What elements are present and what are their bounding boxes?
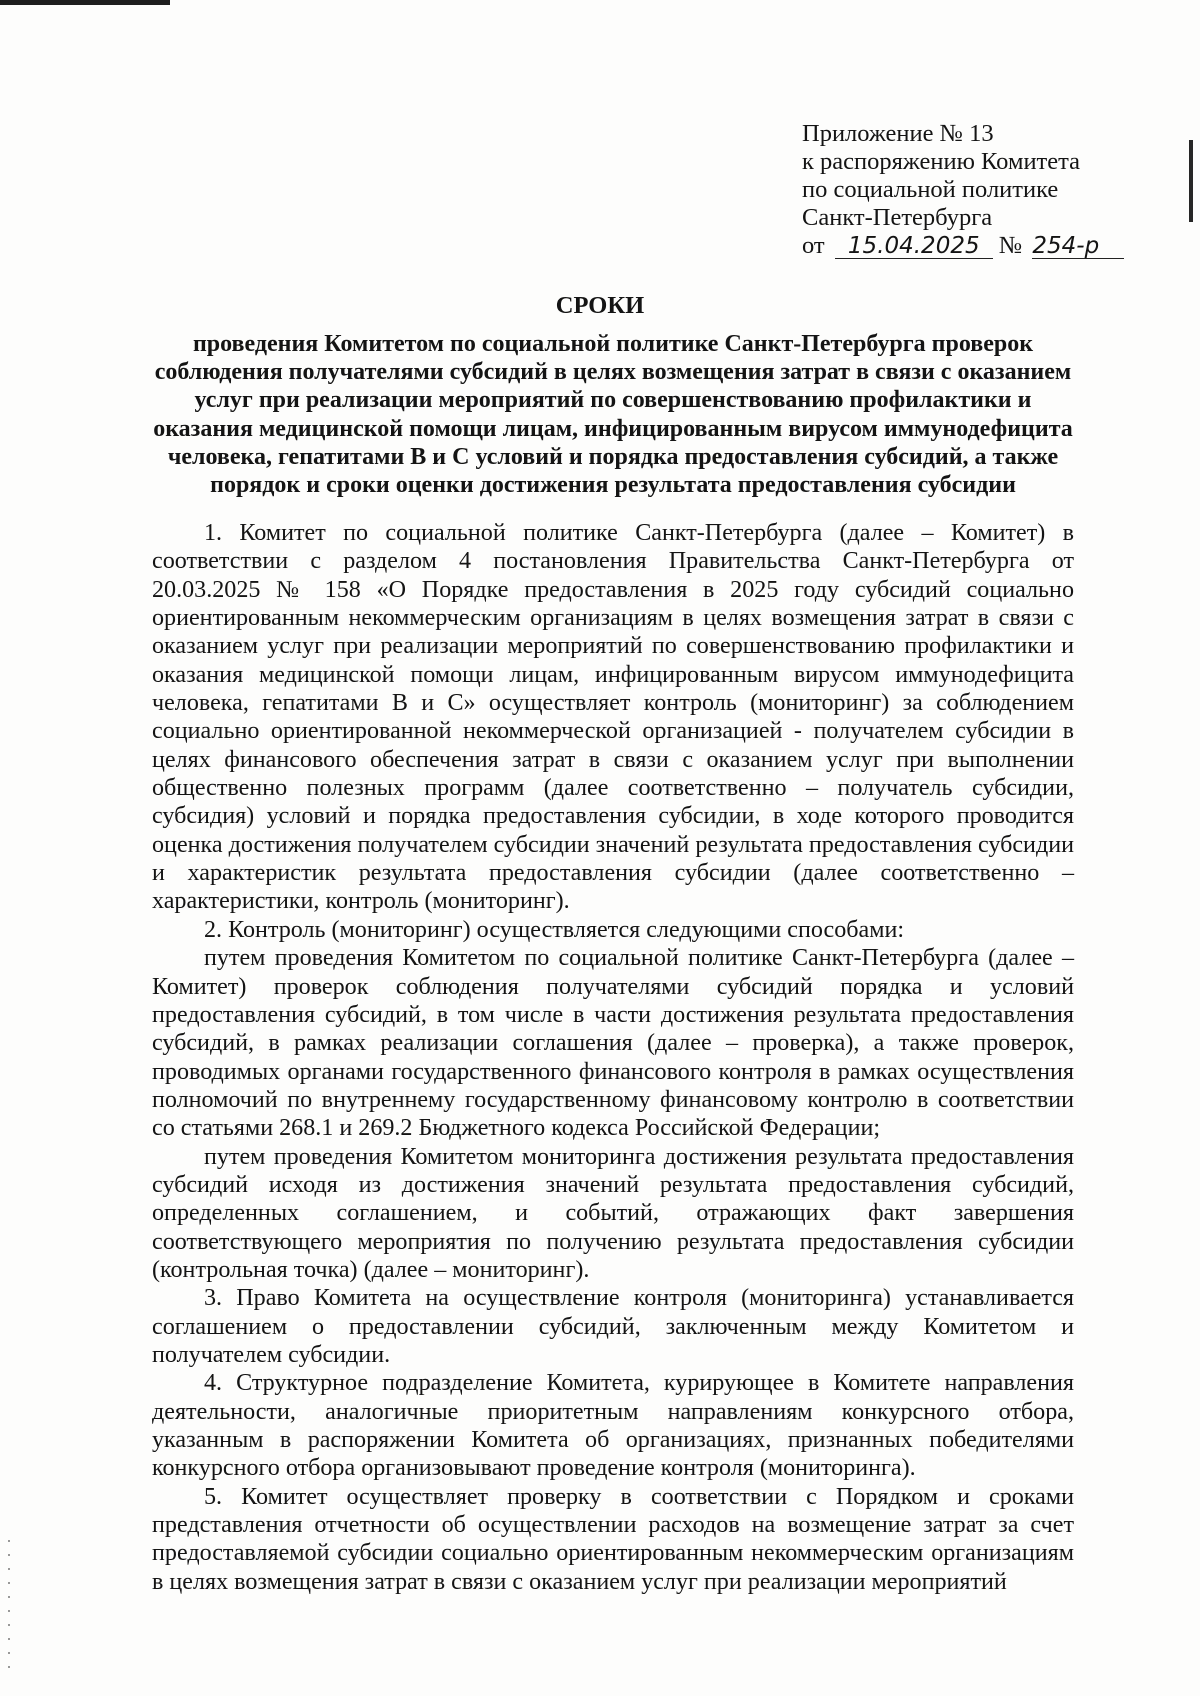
paragraph-2: 2. Контроль (мониторинг) осуществляется следующими способами: (204, 916, 905, 943)
document-title: СРОКИ (555, 292, 645, 319)
document-body (152, 519, 1074, 1596)
appendix-line-4: Санкт-Петербурга (802, 204, 993, 231)
number-prefix: № (998, 232, 1023, 259)
handwritten-number: 254-р (1032, 234, 1124, 259)
handwritten-date: 15.04.2025 (835, 234, 993, 259)
paragraph-5: 3. Право Комитета на осуществление контроля (мониторинга) устанавливается соглашением о предоставлении субсидий, заключенным между Комитетом и получателем субсидии. (152, 1285, 1074, 1368)
date-prefix: от (802, 232, 825, 259)
document-subtitle: проведения Комитетом по социальной политике Санкт-Петербурга проверок соблюдения получателями субсидий в целях возмещения затрат в связи с оказанием услуг при реализации мероприятий по совершенствованию профилактики и оказания медицинской помощи лицам, инфицированным вирусом иммунодефицита человека, гепатитами В и С условий и порядка предоставления субсидий, а также порядок и сроки оценки достижения результата предоставления субсидии (153, 331, 1073, 499)
appendix-date-line (802, 232, 1182, 260)
scan-binding-dots (8, 1540, 10, 1680)
paragraph-6: 4. Структурное подразделение Комитета, курирующее в Комитете направления деятельности, аналогичные приоритетным направлениям конкурсного отбора, указанным в распоряжении Комитета об организациях, признанных победителями конкурсного отбора организовывают проведение контроля (мониторинга). (152, 1370, 1074, 1482)
paragraph-3: путем проведения Комитетом по социальной политике Санкт-Петербурга (далее – Комитет) проверок соблюдения получателями субсидий порядка и условий предоставления субсидий, в том числе в части достижения результата предоставления субсидий, в рамках реализации соглашения (далее – проверка), а также проверок, проводимых органами государственного финансового контроля в рамках осуществления полномочий по внутреннему государственному финансовому контролю в соответствии со статьями 268.1 и 269.2 Бюджетного кодекса Российской Федерации; (152, 945, 1074, 1142)
appendix-line-1: Приложение № 13 (802, 120, 994, 147)
scan-edge-mark-right (1189, 140, 1193, 222)
appendix-header (802, 120, 1182, 260)
paragraph-7: 5. Комитет осуществляет проверку в соответствии с Порядком и сроками представления отчетности об осуществлении расходов на возмещение затрат за счет предоставляемой субсидии социально ориентированным некоммерческим организациям в целях возмещения затрат в связи с оказанием услуг при реализации мероприятий (152, 1483, 1074, 1595)
paragraph-4: путем проведения Комитетом мониторинга достижения результата предоставления субсидий исходя из достижения значений результата предоставления субсидий, определенных соглашением, и событий, отражающих факт завершения соответствующего мероприятия по получению результата предоставления субсидии (контрольная точка) (далее – мониторинг). (152, 1143, 1074, 1283)
scan-edge-mark-top (0, 0, 170, 5)
appendix-line-3: по социальной политике (802, 176, 1059, 203)
appendix-line-2: к распоряжению Комитета (802, 148, 1081, 175)
paragraph-1: 1. Комитет по социальной политике Санкт-Петербурга (далее – Комитет) в соответствии с разделом 4 постановления Правительства Санкт-Петербурга от 20.03.2025 № 158 «О Порядке предоставления в 2025 году субсидий социально ориентированным некоммерческим организациям в целях возмещения затрат в связи с оказанием услуг при реализации мероприятий по совершенствованию профилактики и оказания медицинской помощи лицам, инфицированным вирусом иммунодефицита человека, гепатитами В и С» осуществляет контроль (мониторинг) за соблюдением социально ориентированной некоммерческой организацией - получателем субсидии в целях финансового обеспечения затрат в связи с оказанием услуг при выполнении общественно полезных программ (далее соответственно – получатель субсидии, субсидия) условий и порядка предоставления субсидии, в ходе которого проводится оценка достижения получателем субсидии значений результата предоставления субсидии и характеристик результата предоставления субсидии (далее соответственно – характеристики, контроль (мониторинг). (152, 520, 1074, 915)
